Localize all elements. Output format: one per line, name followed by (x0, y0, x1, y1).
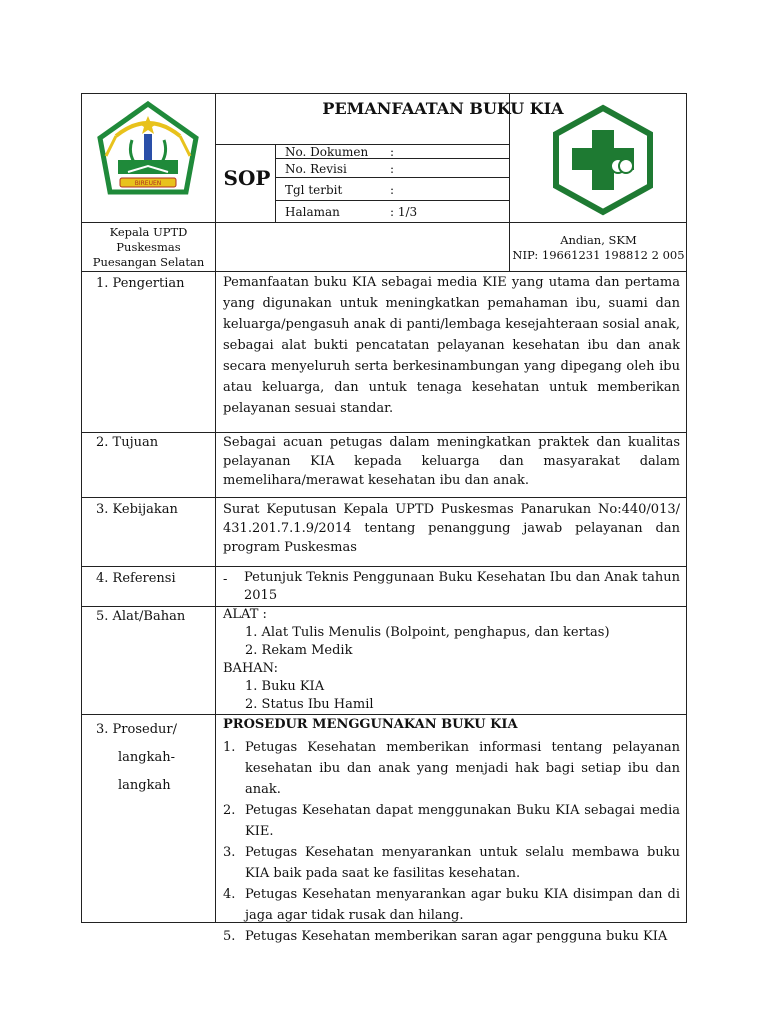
meta-value-dokumen: : (390, 145, 395, 159)
prosedur-step (223, 884, 680, 926)
prosedur-step (223, 842, 680, 884)
prosedur-step (223, 926, 680, 947)
prosedur-step (223, 800, 680, 842)
alat-item-2: 2. Rekam Medik (245, 643, 353, 658)
meta-label-dokumen: No. Dokumen (285, 145, 369, 159)
label-tujuan: 2. Tujuan (96, 435, 159, 450)
bahan-heading: BAHAN: (223, 661, 278, 676)
bahan-item-1: 1. Buku KIA (245, 679, 325, 694)
meta-label-tgl: Tgl terbit (285, 183, 343, 197)
meta-value-revisi: : (390, 162, 395, 176)
step-number: 4. (223, 887, 236, 902)
bahan-item-2: 2. Status Ibu Hamil (245, 697, 374, 712)
meta-value-tgl: : (390, 183, 395, 197)
puskesmas-logo (546, 102, 660, 218)
label-prosedur-1: 3. Prosedur/ (96, 722, 177, 737)
caption-line-3: Puesangan Selatan (92, 255, 205, 269)
signer-nip: NIP: 19661231 198812 2 005 (512, 248, 685, 262)
label-prosedur-2: langkah- (118, 750, 175, 765)
alat-heading: ALAT : (223, 607, 267, 622)
text-tujuan: Sebagai acuan petugas dalam meningkatkan praktek dan kualitas pelayanan KIA kepada keluarga dan masyarakat dalam memelihara/merawat kesehatan ibu dan anak. (223, 435, 680, 488)
label-alat-bahan: 5. Alat/Bahan (96, 609, 186, 624)
caption-line-1: Kepala UPTD (109, 225, 188, 239)
text-kebijakan: Surat Keputusan Kepala UPTD Puskesmas Panarukan No:440/013/ 431.201.7.1.9/2014 tentang penanggung jawab pelayanan dan program Puskesmas (223, 502, 680, 555)
meta-label-halaman: Halaman (285, 205, 340, 219)
step-text: Petugas Kesehatan memberikan informasi tentang pelayanan kesehatan ibu dan anak yang menjadi hak bagi setiap ibu dan anak. (245, 740, 680, 797)
step-text: Petugas Kesehatan memberikan saran agar pengguna buku KIA (245, 929, 668, 944)
step-text: Petugas Kesehatan menyarankan agar buku KIA disimpan dan di jaga agar tidak rusak dan hilang. (245, 887, 680, 923)
step-number: 5. (223, 929, 236, 944)
label-prosedur-3: langkah (118, 778, 171, 793)
step-text: Petugas Kesehatan menyarankan untuk selalu membawa buku KIA baik pada saat ke fasilitas kesehatan. (245, 845, 680, 881)
bireuen-logo (94, 100, 202, 208)
meta-value-halaman: : 1/3 (390, 205, 418, 219)
label-referensi: 4. Referensi (96, 571, 176, 586)
step-number: 3. (223, 845, 236, 860)
meta-label-revisi: No. Revisi (285, 162, 347, 176)
logo-banner-text: BIREUEN (134, 180, 162, 187)
step-number: 2. (223, 803, 236, 818)
alat-item-1: 1. Alat Tulis Menulis (Bolpoint, penghapus, dan kertas) (245, 625, 610, 640)
referensi-bullet: - (223, 572, 228, 587)
prosedur-heading: PROSEDUR MENGGUNAKAN BUKU KIA (223, 717, 518, 732)
label-kebijakan: 3. Kebijakan (96, 502, 178, 517)
label-pengertian: 1. Pengertian (96, 276, 185, 291)
step-text: Petugas Kesehatan dapat menggunakan Buku KIA sebagai media KIE. (245, 803, 680, 839)
sop-label: SOP (223, 166, 271, 190)
text-pengertian: Pemanfaatan buku KIA sebagai media KIE yang utama dan pertama yang digunakan untuk meningkatkan pemahaman ibu, suami dan keluarga/pengasuh anak di panti/lembaga kesejahteraan sosial anak, sebagai alat bukti pencatatan pelayanan kesehatan ibu dan anak secara menyeluruh serta berkesinambungan yang dipegang oleh ibu atau keluarga, dan untuk tenaga kesehatan untuk memberikan pelayanan sesuai standar. (223, 275, 680, 416)
signer-name: Andian, SKM (560, 233, 637, 247)
prosedur-step (223, 737, 680, 800)
text-referensi: Petunjuk Teknis Penggunaan Buku Kesehatan Ibu dan Anak tahun 2015 (244, 570, 680, 603)
sop-document (81, 93, 687, 944)
step-number: 1. (223, 740, 236, 755)
document-title: PEMANFAATAN BUKU KIA (322, 99, 564, 118)
caption-line-2: Puskesmas (116, 240, 181, 254)
